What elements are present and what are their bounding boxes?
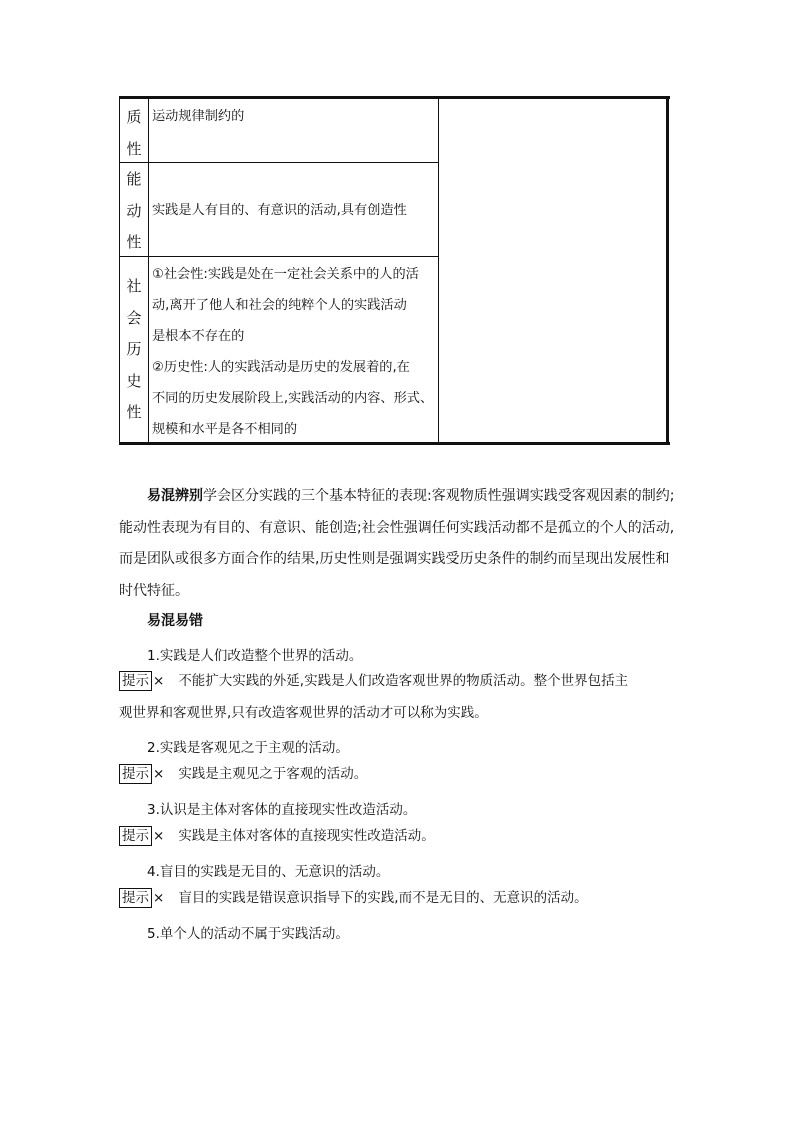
wrong-mark: × — [153, 890, 165, 906]
table-col-divider — [148, 99, 149, 442]
wrong-mark: × — [153, 766, 165, 782]
distinguish-label: 易混辨别 — [147, 488, 203, 504]
table-row-divider — [119, 162, 439, 163]
hint-label: 提示 — [119, 888, 152, 908]
table-cell: ①社会性:实践是处在一定社会关系中的人的活 动,离开了他人和社会的纯粹个人的实践活动 是根本不存在的 ②历史性:人的实践活动是历史的发展着的,在 不同的历史发展阶段上,实践活动的内容、形式、 规模和水平是各不相同的 — [152, 267, 434, 437]
hint-label: 提示 — [119, 826, 152, 846]
answer-hint: 提示 × 实践是主体对客体的直接现实性改造活动。 — [119, 821, 679, 853]
table-right-border — [666, 99, 669, 442]
question-item: 3.认识是主体对客体的直接现实性改造活动。 — [147, 802, 417, 818]
question-item: 1.实践是人们改造整个世界的活动。 — [147, 648, 363, 664]
table-cell: 运动规律制约的 — [152, 109, 245, 124]
wrong-mark: × — [153, 828, 165, 844]
table-row-heading: 能 动 性 — [126, 170, 142, 251]
distinguish-paragraph: 易混辨别学会区分实践的三个基本特征的表现:客观物质性强调实践受客观因素的制约; 能动性表现为有目的、有意识、能创造;社会性强调任何实践活动都不是孤立的个人的活动, 而是团队或很多方面合作的结果,历史性则是强调实践受历史条件的制约而呈现出发展性和 时代特征。 — [119, 488, 675, 599]
question-item: 5.单个人的活动不属于实践活动。 — [147, 926, 349, 942]
answer-hint: 提示 × 盲目的实践是错误意识指导下的实践,而不是无目的、无意识的活动。 — [119, 883, 679, 915]
section-title: 易混易错 — [147, 613, 203, 629]
hint-label: 提示 — [119, 764, 152, 784]
table-row-heading: 社 会 历 史 性 — [126, 277, 142, 421]
table-col-divider — [438, 99, 439, 442]
answer-hint: 提示 × 不能扩大实践的外延,实践是人们改造客观世界的物质活动。整个世界包括主 观世界和客观世界,只有改造客观世界的活动才可以称为实践。 — [119, 673, 629, 721]
wrong-mark: × — [153, 673, 165, 689]
question-item: 2.实践是客观见之于主观的活动。 — [147, 740, 349, 756]
characteristics-table — [119, 96, 670, 445]
table-row-divider — [119, 256, 439, 257]
answer-hint: 提示 × 实践是主观见之于客观的活动。 — [119, 759, 679, 791]
question-item: 4.盲目的实践是无目的、无意识的活动。 — [147, 864, 390, 880]
table-left-border — [119, 99, 120, 442]
hint-label: 提示 — [119, 671, 152, 691]
table-row-heading: 质 性 — [126, 108, 142, 158]
table-cell: 实践是人有目的、有意识的活动,具有创造性 — [152, 203, 407, 218]
